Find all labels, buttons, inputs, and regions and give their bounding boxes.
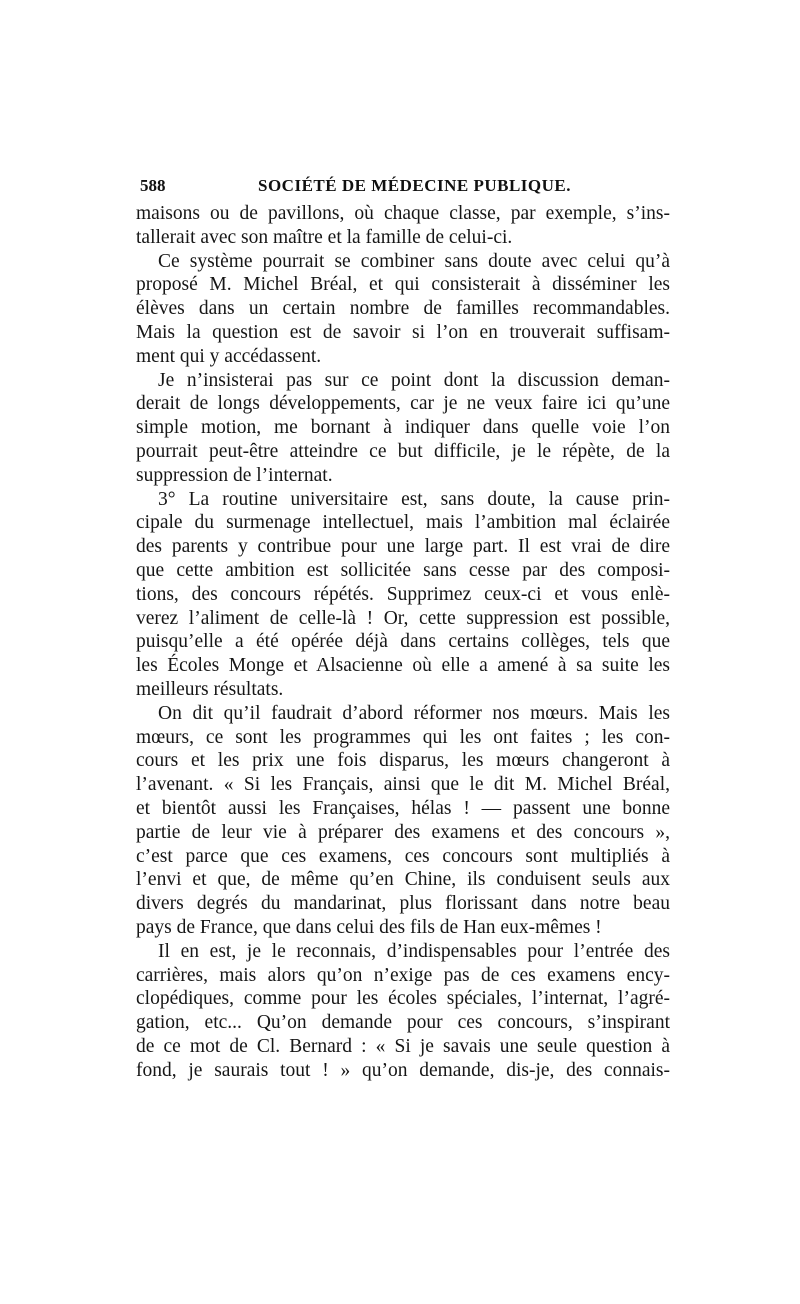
text-line: pays de France, que dans celui des fils de Han eux-mêmes !	[136, 916, 602, 938]
text-line: maisons ou de pavillons, où chaque classe, par exemple, s’ins-	[136, 203, 670, 224]
text-line: Il en est, je le reconnais, d’indispensables pour l’entrée des	[158, 940, 670, 962]
text-line: et bientôt aussi les Françaises, hélas ! — passent une bonne	[136, 797, 670, 819]
text-line: 3° La routine universitaire est, sans doute, la cause prin-	[158, 488, 670, 510]
text-line: proposé M. Michel Bréal, et qui consisterait à disséminer les	[136, 274, 670, 296]
text-line: partie de leur vie à préparer des examens et des concours »,	[136, 821, 670, 843]
text-line: que cette ambition est sollicitée sans cesse par des composi-	[136, 559, 670, 581]
text-line: c’est parce que ces examens, ces concours sont multipliés à	[136, 845, 670, 867]
text-line: cipale du surmenage intellectuel, mais l’ambition mal éclairée	[136, 512, 670, 534]
text-line: pourrait peut-être atteindre ce but difficile, je le répète, de la	[136, 440, 670, 462]
text-line: tallerait avec son maître et la famille de celui-ci.	[136, 226, 513, 248]
text-line: puisqu’elle a été opérée déjà dans certains collèges, tels que	[136, 631, 670, 653]
text-line: meilleurs résultats.	[136, 678, 284, 700]
page-header	[140, 174, 670, 200]
text-line: ment qui y accédassent.	[136, 345, 322, 367]
running-head: SOCIÉTÉ DE MÉDECINE PUBLIQUE.	[258, 176, 572, 195]
text-line: de ce mot de Cl. Bernard : « Si je savais une seule question à	[136, 1035, 670, 1057]
text-line: Mais la question est de savoir si l’on en trouverait suffisam-	[136, 321, 670, 343]
text-line: Je n’insisterai pas sur ce point dont la discussion deman-	[158, 369, 670, 391]
text-line: verez l’aliment de celle-là ! Or, cette suppression est possible,	[136, 607, 670, 629]
text-line: l’envi et que, de même qu’en Chine, ils conduisent seuls aux	[136, 869, 670, 891]
text-line: On dit qu’il faudrait d’abord réformer nos mœurs. Mais les	[158, 702, 670, 724]
page-number: 588	[140, 176, 166, 195]
text-line: simple motion, me bornant à indiquer dans quelle voie l’on	[136, 417, 670, 439]
text-line: élèves dans un certain nombre de familles recommandables.	[136, 298, 670, 320]
text-line: fond, je saurais tout ! » qu’on demande, dis-je, des connais-	[136, 1059, 670, 1081]
text-line: divers degrés du mandarinat, plus florissant dans notre beau	[136, 893, 670, 915]
text-line: les Écoles Monge et Alsacienne où elle a amené à sa suite les	[136, 655, 670, 677]
text-line: tions, des concours répétés. Supprimez ceux-ci et vous enlè-	[136, 583, 670, 605]
text-line: gation, etc... Qu’on demande pour ces concours, s’inspirant	[136, 1012, 670, 1034]
text-line: des parents y contribue pour une large part. Il est vrai de dire	[136, 536, 670, 558]
body-text	[136, 202, 670, 1082]
text-line: derait de longs développements, car je ne veux faire ici qu’une	[136, 393, 670, 415]
text-line: suppression de l’internat.	[136, 464, 333, 486]
text-line: mœurs, ce sont les programmes qui les ont faites ; les con-	[136, 726, 670, 748]
text-line: clopédiques, comme pour les écoles spéciales, l’internat, l’agré-	[136, 988, 670, 1010]
text-line: Ce système pourrait se combiner sans doute avec celui qu’à	[158, 250, 670, 272]
text-line: carrières, mais alors qu’on n’exige pas de ces examens ency-	[136, 964, 670, 986]
text-line: cours et les prix une fois disparus, les mœurs changeront à	[136, 750, 670, 772]
text-line: l’avenant. « Si les Français, ainsi que le dit M. Michel Bréal,	[136, 774, 670, 796]
